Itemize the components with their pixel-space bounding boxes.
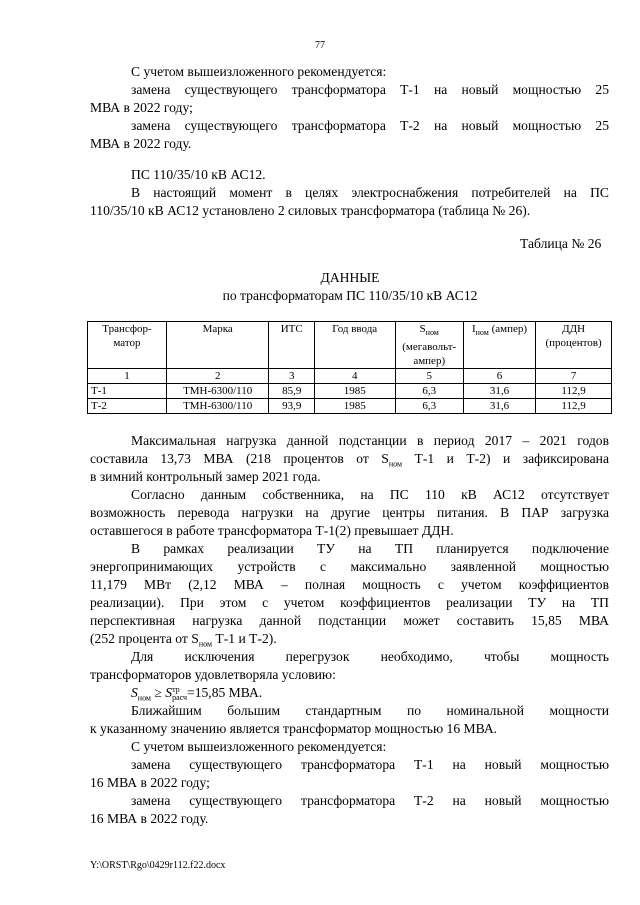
body-paragraph: составила 13,73 МВА (218 процентов от $S_{ном}$ Т-1 и Т-2) и зафиксирована (90, 451, 609, 469)
body-paragraph: Ближайшим большим стандартным по номинальной мощности (131, 703, 609, 718)
table-caption: Таблица № 26 (520, 236, 602, 251)
cell-transformer: Т-1 (88, 384, 167, 399)
cell-i-nom: 31,6 (463, 384, 535, 399)
body-paragraph: к указанному значению является трансформатор мощностью 16 МВА. (90, 721, 498, 736)
cell-brand: ТМН-6300/110 (166, 399, 269, 414)
body-paragraph: замена существующего трансформатора Т-2 на новый мощностью (131, 793, 609, 808)
body-paragraph: Согласно данным собственника, на ПС 110 кВ АС12 отсутствует (131, 487, 609, 502)
body-paragraph: Максимальная нагрузка данной подстанции в период 2017 – 2021 годов (131, 433, 609, 448)
cell-year: 1985 (314, 384, 395, 399)
cell-transformer: Т-2 (88, 399, 167, 414)
body-paragraph: 16 МВА в 2022 году. (90, 811, 209, 826)
cell-brand: ТМН-6300/110 (166, 384, 269, 399)
col-number: 7 (536, 369, 612, 384)
body-paragraph: В рамках реализации ТУ на ТП планируется подключение (131, 541, 609, 556)
body-paragraph: Для исключения перегрузок необходимо, чтобы мощность (131, 649, 609, 664)
transformer-table (87, 321, 612, 414)
header-brand: Марка (166, 322, 269, 369)
col-number: 1 (88, 369, 167, 384)
cell-i-nom: 31,6 (463, 399, 535, 414)
body-paragraph: реализации). При этом с учетом коэффициентов реализации ТУ на ТП (90, 595, 609, 610)
body-paragraph: перспективная нагрузка данной подстанции может составить 15,85 МВА (90, 613, 609, 628)
col-number: 3 (269, 369, 314, 384)
col-number: 2 (166, 369, 269, 384)
body-paragraph: возможность перевода нагрузки на другие центры питания. В ПАР загрузка (90, 505, 609, 520)
header-ddn: ДДН (процентов) (536, 322, 612, 369)
column-number-row (88, 369, 612, 384)
table-row (88, 384, 612, 399)
col-number: 6 (463, 369, 535, 384)
table-row (88, 399, 612, 414)
intro-line: С учетом вышеизложенного рекомендуется: (131, 64, 387, 79)
formula: $S_{ном}$ ≥ Sтр расч=15,85 МВА. (131, 684, 263, 703)
table-subtitle: по трансформаторам ПС 110/35/10 кВ АС12 (222, 288, 478, 303)
intro-line: МВА в 2022 году. (90, 136, 192, 151)
body-paragraph: в зимний контрольный замер 2021 года. (90, 469, 321, 484)
body-paragraph: 16 МВА в 2022 году; (90, 775, 210, 790)
intro-line: замена существующего трансформатора Т-2 на новый мощностью 25 (131, 118, 609, 133)
header-transformer: Трансфор- матор (88, 322, 167, 369)
body-paragraph: замена существующего трансформатора Т-1 на новый мощностью (131, 757, 609, 772)
cell-its: 93,9 (269, 399, 314, 414)
body-paragraph: (252 процента от $S_{ном}$ Т-1 и Т-2). (90, 631, 277, 649)
substation-paragraph: В настоящий момент в целях электроснабжения потребителей на ПС (131, 185, 609, 200)
page-number: 77 (315, 40, 325, 51)
intro-line: МВА в 2022 году; (90, 100, 193, 115)
substation-paragraph: 110/35/10 кВ АС12 установлено 2 силовых трансформатора (таблица № 26). (90, 203, 531, 218)
header-i-nom: $I_{ном}$ (ампер) (463, 322, 535, 369)
cell-year: 1985 (314, 399, 395, 414)
header-s-nom: $S_{ном}$ (мегавольт- ампер) (395, 322, 463, 369)
cell-ddn: 112,9 (536, 384, 612, 399)
intro-line: замена существующего трансформатора Т-1 на новый мощностью 25 (131, 82, 609, 97)
cell-its: 85,9 (269, 384, 314, 399)
col-number: 5 (395, 369, 463, 384)
body-paragraph: 11,179 МВт (2,12 МВА – полная мощность с учетом коэффициентов (90, 577, 609, 592)
body-paragraph: оставшегося в работе трансформатора Т-1(2) превышает ДДН. (90, 523, 454, 538)
table-header-row (88, 322, 612, 369)
cell-ddn: 112,9 (536, 399, 612, 414)
cell-s-nom: 6,3 (395, 399, 463, 414)
footer-file-path: Y:\ORST\Rgo\0429r112.f22.docx (90, 860, 226, 871)
header-year: Год ввода (314, 322, 395, 369)
table-title: ДАННЫЕ (320, 270, 380, 285)
body-paragraph: трансформаторов удовлетворяла условию: (90, 667, 336, 682)
header-its: ИТС (269, 322, 314, 369)
body-paragraph: С учетом вышеизложенного рекомендуется: (131, 739, 387, 754)
substation-title: ПС 110/35/10 кВ АС12. (131, 167, 266, 182)
cell-s-nom: 6,3 (395, 384, 463, 399)
body-paragraph: энергопринимающих устройств с максимально заявленной мощностью (90, 559, 609, 574)
col-number: 4 (314, 369, 395, 384)
